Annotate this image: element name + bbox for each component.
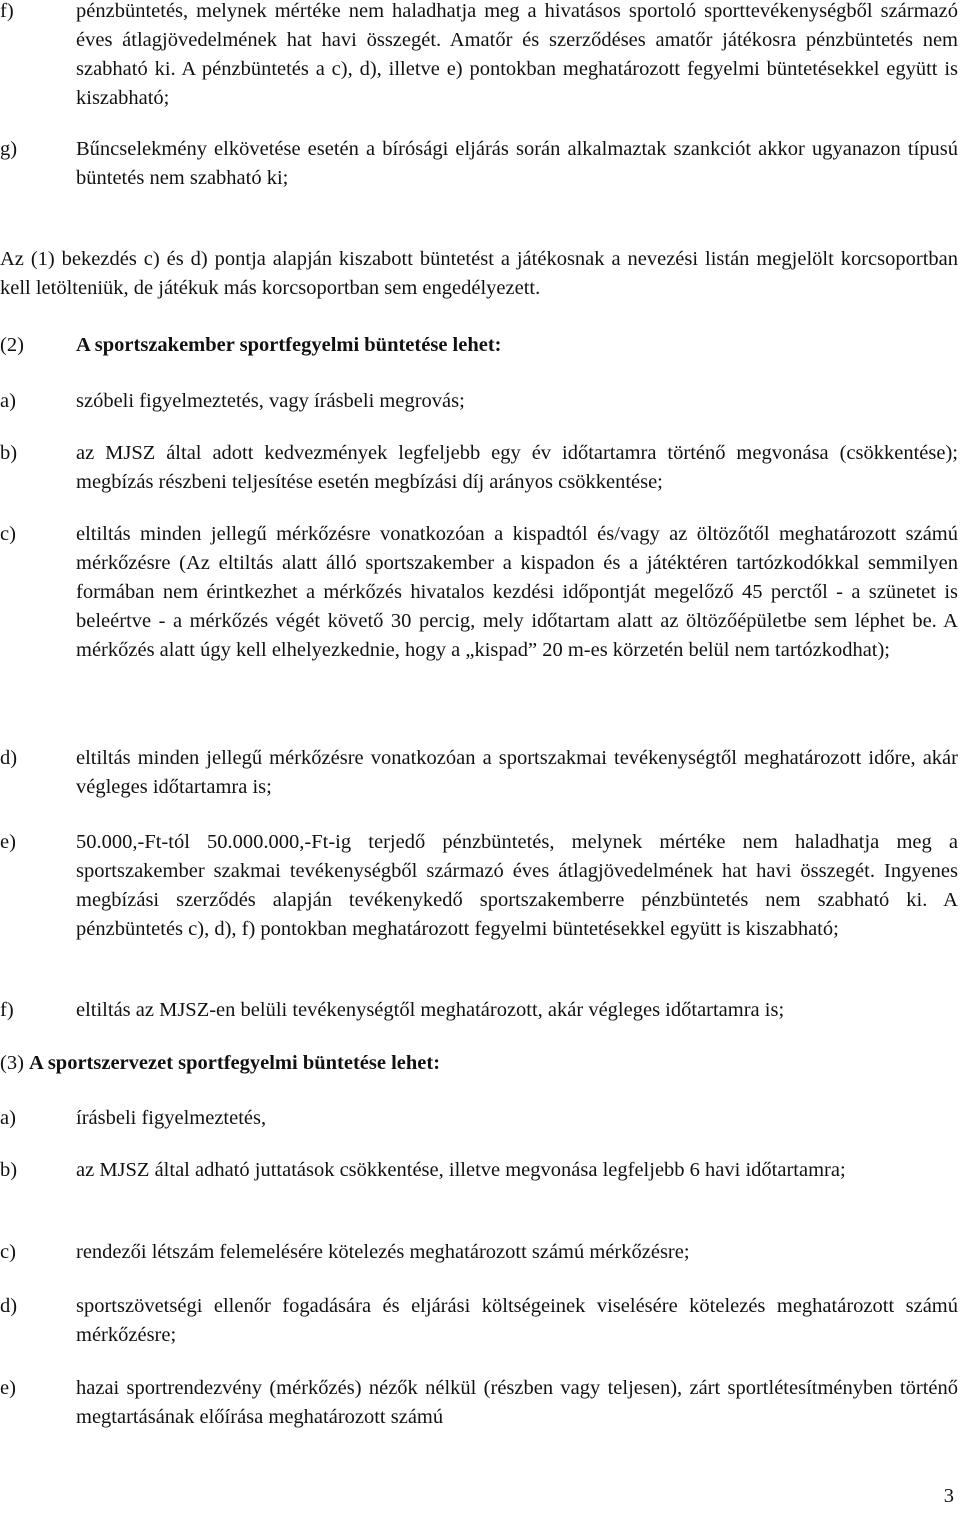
list-marker: a) bbox=[0, 390, 16, 412]
list-text: hazai sportrendezvény (mérkőzés) nézők nélkül (részben vagy teljesen), zárt sportlétesítményben történő megtartásának előírása meghatározott számú bbox=[76, 1377, 958, 1428]
section-2-heading bbox=[0, 331, 958, 360]
list-item-3e bbox=[0, 1374, 958, 1432]
list-item-g-top bbox=[0, 135, 958, 193]
list-marker: f) bbox=[0, 0, 14, 22]
section-number: (3) bbox=[0, 1052, 24, 1074]
list-item-f-top bbox=[0, 0, 958, 113]
list-text: 50.000,-Ft-tól 50.000.000,-Ft-ig terjedő pénzbüntetés, melynek mértéke nem haladhatja meg a sportszakember szakmai tevékenységből származó éves átlagjövedelmének hat havi összegét. Ingyenes megbízási szerződés alapján tevékenykedő sportszakemberre pénzbüntetés nem szabható ki. A pénzbüntetés c), d), f) pontokban meghatározott fegyelmi büntetésekkel együtt is kiszabható; bbox=[76, 831, 958, 940]
list-marker: e) bbox=[0, 1377, 16, 1399]
section-title: A sportszakember sportfegyelmi büntetése lehet: bbox=[76, 334, 502, 356]
list-item-2d bbox=[0, 744, 958, 802]
list-item-2f bbox=[0, 996, 958, 1025]
list-marker: d) bbox=[0, 747, 18, 769]
list-text: az MJSZ által adott kedvezmények legfeljebb egy év időtartamra történő megvonása (csökkentése); megbízás részbeni teljesítése esetén megbízási díj arányos csökkentése; bbox=[76, 442, 958, 493]
section-title: A sportszervezet sportfegyelmi büntetése lehet: bbox=[29, 1052, 441, 1074]
list-marker: b) bbox=[0, 442, 18, 464]
list-marker: g) bbox=[0, 138, 18, 160]
list-text: eltiltás az MJSZ-en belüli tevékenységtől meghatározott, akár végleges időtartamra is; bbox=[76, 999, 785, 1021]
list-item-2c bbox=[0, 520, 958, 665]
list-marker: c) bbox=[0, 523, 16, 545]
list-text: szóbeli figyelmeztetés, vagy írásbeli megrovás; bbox=[76, 390, 465, 412]
list-item-2e bbox=[0, 828, 958, 944]
list-text: pénzbüntetés, melynek mértéke nem haladhatja meg a hivatásos sportoló sporttevékenységből származó éves átlagjövedelmének hat havi összegét. Amatőr és szerződéses amatőr játékosra pénzbüntetés nem szabható ki. A pénzbüntetés a c), d), illetve e) pontokban meghatározott fegyelmi büntetésekkel együtt is kiszabható; bbox=[76, 0, 958, 109]
list-text: eltiltás minden jellegű mérkőzésre vonatkozóan a kispadtól és/vagy az öltözőtől meghatározott számú mérkőzésre (Az eltiltás alatt álló sportszakember a kispadon és a játéktéren tartózkodókkal semmilyen formában nem érintkezhet a mérkőzés hivatalos kezdési időpontját megelőző 45 perctől - a szünetet is beleértve - a mérkőzés végét követő 30 percig, mely időtartam alatt az öltözőépületbe sem léphet be. A mérkőzés alatt úgy kell elhelyezkednie, hogy a „kispad” 20 m-es körzetén belül nem tartózkodhat); bbox=[76, 523, 958, 661]
list-item-2b bbox=[0, 439, 958, 497]
list-text: írásbeli figyelmeztetés, bbox=[76, 1107, 267, 1129]
list-marker: d) bbox=[0, 1295, 18, 1317]
list-item-3c bbox=[0, 1238, 958, 1267]
list-text: rendezői létszám felemelésére kötelezés meghatározott számú mérkőzésre; bbox=[76, 1241, 690, 1263]
list-marker: e) bbox=[0, 831, 16, 853]
section-number: (2) bbox=[0, 334, 24, 356]
list-marker: a) bbox=[0, 1107, 16, 1129]
list-marker: c) bbox=[0, 1241, 16, 1263]
list-text: Bűncselekmény elkövetése esetén a bírósági eljárás során alkalmaztak szankciót akkor ugyanazon típusú büntetés nem szabható ki; bbox=[76, 138, 958, 189]
note-paragraph: Az (1) bekezdés c) és d) pontja alapján kiszabott büntetést a játékosnak a nevezési listán megjelölt korcsoportban kell letölteniük, de játékuk más korcsoportban sem engedélyezett. bbox=[0, 248, 958, 299]
list-marker: f) bbox=[0, 999, 14, 1021]
list-item-3b bbox=[0, 1156, 958, 1185]
list-item-3d bbox=[0, 1292, 958, 1350]
page-number: 3 bbox=[943, 1485, 954, 1507]
list-item-3a bbox=[0, 1104, 958, 1133]
section-3-heading bbox=[0, 1049, 958, 1078]
list-text: az MJSZ által adható juttatások csökkentése, illetve megvonása legfeljebb 6 havi időtartamra; bbox=[76, 1159, 846, 1181]
list-item-2a bbox=[0, 387, 958, 416]
list-text: sportszövetségi ellenőr fogadására és eljárási költségeinek viselésére kötelezés meghatározott számú mérkőzésre; bbox=[76, 1295, 958, 1346]
list-marker: b) bbox=[0, 1159, 18, 1181]
list-text: eltiltás minden jellegű mérkőzésre vonatkozóan a sportszakmai tevékenységtől meghatározott időre, akár végleges időtartamra is; bbox=[76, 747, 958, 798]
